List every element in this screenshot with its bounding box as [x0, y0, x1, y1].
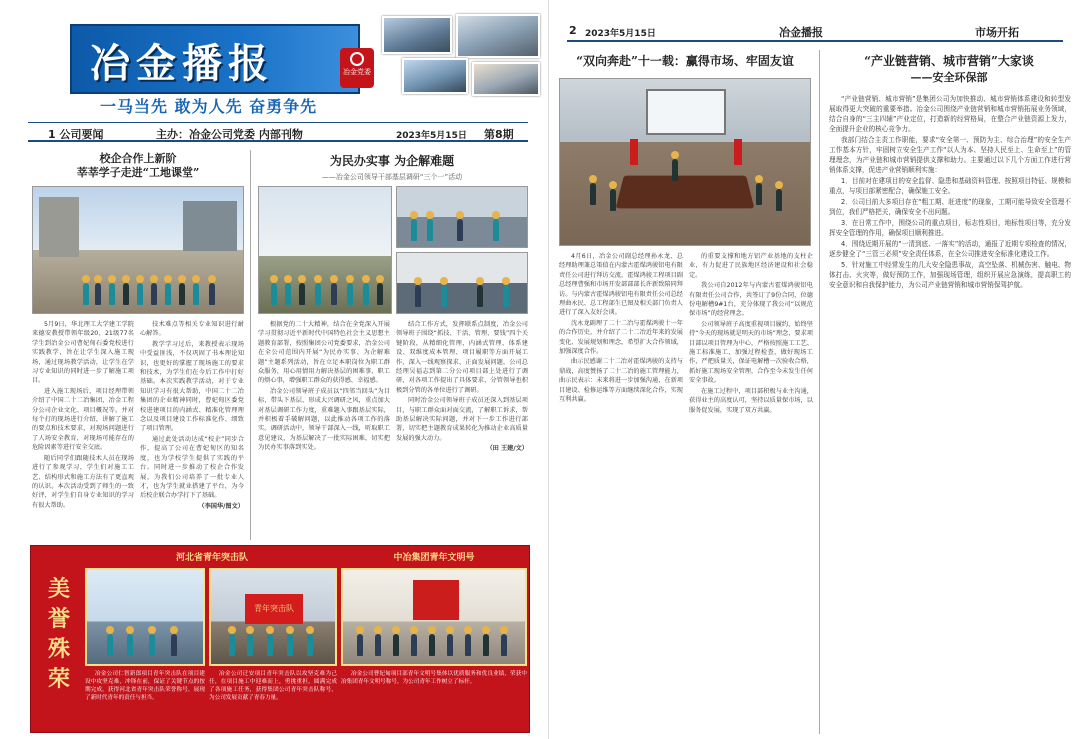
article2-title: 为民办实事 为企解难题: [329, 154, 455, 168]
paragraph: 2．公司目前大多项目存在“粗工期、赶进度”的现象，工期可能导致安全管理不到位，我们严格把关，确保安全不出问题。: [829, 198, 1071, 216]
article2-subtitle: ——冶金公司领导干部基层调研“三个一”活动: [321, 173, 463, 181]
paragraph: 教学学习过后，来教授表示现场中受益匪浅，不仅巩固了书本理论知识，也更好的掌握了现场施工的要求和技术，为学生们在今后工作中打好基础。本次实践教学活动，对于专业知识学习有很大帮助，中国二十二冶集团的企业精神同时，曹妃甸区委党校进建项目的内涵式、精准化管理理念以及项目建设工作标准化作、细致了项目管理。: [140, 340, 244, 433]
paragraph: 冶金公司曹妃甸项目部青年文明号集体以优质服务和优良业绩，荣获中冶集团青年文明号称号，为公司青年工作树立了标杆。: [341, 671, 527, 685]
paragraph: 4．围绕近期开展的“一清到底、一落实”的活动，通报了近期专项检查的情况，逐步健全了“三管三必须”安全责任体系，在全公司推进安全标准化建设工作。: [829, 240, 1071, 258]
page2-section: 市场开拓: [975, 26, 1019, 39]
seal-text: 冶金党委: [343, 68, 371, 76]
paragraph: 的重要支撑和地方铝产业基地的支柱企业，有力促进了民族地区经济建设和社会稳定。: [689, 253, 813, 279]
issue-info-bar: [28, 122, 528, 142]
paragraph: 进入施工现场后，项目经理带领介绍了中国二十二冶集团，冶金工程分公司企业文化、项目概况等。并对每个打的现场进行介绍，讲解了施工的要点和技术要求，对现场问题进行了人场安全教育，对现场可能存在的危险因素等进行安全交底。: [32, 387, 134, 452]
page-label: 1 公司要闻: [48, 128, 104, 141]
youth-team-flag: 青年突击队: [245, 594, 303, 624]
header-photo: [402, 58, 468, 94]
paragraph: 3．在日常工作中，围绕公司的重点项目，标志性项目，地标性项目等，充分发挥安全管理的作用，确保项目顺利推进。: [829, 219, 1071, 237]
honor-section: [30, 545, 530, 733]
paragraph: 公司领导班子高度重视项目履约，始终坚持“今天的现场就是明天的市场”理念，要求项目部以项目管理为中心，严格按照施工工艺、施工标准施工，加强过程检查，做好现场工作，严把质量关，保证电解槽一次验收合格，抓好施工现场安全管理，合作至今未发生任何安全事故。: [689, 320, 813, 385]
article2-column-1: [258, 320, 390, 538]
paragraph: 通过此处活动达成“校企”同步合作，提高了公司在曹妃甸区的知名度，也为学校学生提供了实践的平台。同时进一步推动了校企合作发展，为我们公司培养了一批专业人才，也为学生就业搭建了平台，为今后校企联合办学打下了基础。: [140, 435, 244, 500]
seal-emblem-icon: [350, 52, 364, 66]
issue-date: 2023年5月15日: [396, 131, 467, 141]
award-banner-icon: [413, 580, 459, 620]
paragraph: 1．目前对在建项目的安全监督、隐患和基础资料管理、按照项目特征、规模和重点，与项目部紧密配合，确保施工安全。: [829, 177, 1071, 195]
header-photo-collage: [382, 14, 542, 98]
meeting-table: [616, 176, 755, 209]
article3-column-1: [559, 252, 683, 734]
page2-header: [567, 22, 1063, 42]
article4-title: [827, 52, 1071, 85]
sponsor-label: 主办：冶金公司党委 内部刊物: [156, 128, 303, 141]
newspaper-page-2: [548, 0, 1080, 739]
paragraph: 沈永龙副理了二十二冶与霍煤鸿骏十一年的合作历史，并介绍了二十二冶近年来的发展变化、发展规划和理念，希望扩大合作领域，加强深度合作。: [559, 319, 683, 356]
article4-title-line2: ——安全环保部: [910, 71, 988, 84]
paragraph: 我部门结合主责工作职能，要求“安全第一、预防为主、综合治理”的安全生产工作基本方针，牢固树立安全生产工作“以人为本、坚持人民至上、生命至上”的管理理念，为产业链和城市营销提供支撑和助力。主要通过以下几个方面工作进行营销体系支撑，促进产业营销顺利实施：: [829, 136, 1071, 174]
article2-byline: （田 王建/文）: [486, 445, 528, 453]
honor-banner-1: 河北省青年突击队: [175, 553, 248, 563]
page2-masthead-small: 冶金播报: [779, 26, 823, 39]
article1-column-1: [32, 320, 134, 538]
party-seal-logo: [340, 48, 374, 88]
paragraph: 冶金公司迁安项目青年突击队以攻坚克难为己任，在项目施工中迎难而上，勇挑重担，圆满完成了各项施工任务，获得集团公司青年突击队称号，为公司发展贡献了青春力量。: [209, 671, 337, 701]
header-photo: [472, 62, 540, 96]
masthead-slogan: 一马当先 敢为人先 奋勇争先: [100, 97, 318, 116]
article2-column-2: [396, 320, 528, 538]
paragraph: 冶金公司仁智新郎项目青年突击队在项目建设中攻坚克难，冲锋在前，保证了关键节点的按期完成，获得河北省青年突击队荣誉称号，展现了新时代青年的责任与担当。: [85, 671, 205, 701]
article1-title-line1: 校企合作上新阶: [99, 152, 177, 165]
honor-photo-2: [209, 568, 337, 666]
honor-text-1: [85, 670, 205, 730]
paragraph: 曲示民感谢二十二冶对霍煤鸿骏的支持与鼎战，高度赞扬了二十二冶的施工管理能力，曲示民表示：未来将进一步加强沟通，在新项目建设、检修运维等方面继续深化合作，实现互利共赢。: [559, 358, 683, 404]
header-photo: [456, 14, 540, 58]
article3-column-2: [689, 252, 813, 734]
column-divider: [819, 50, 820, 734]
paragraph: “产业链营销、城市营销”是集团公司为加快推动、城市营销体系建设和转型发展取得更大突破的重要举措。冶金公司围绕产业链营销和城市营销拓展业务领域，结合自身的“三主四辅”产业定位，打造新的经营格局，在整合产业链资源上发力，全面提升企业的核心竞争力。: [829, 95, 1071, 133]
article2-photo-2: [396, 186, 528, 248]
paragraph: 根据党的二十大精神，结合在全党深入开展学习贯彻习近平新时代中国特色社会主义思想主题教育部署，按照集团公司党委要求，冶金公司在全公司范围内开展“为民办实事、为企解难题”主题系列活动，旨在立足本职岗位为职工群众服务，用心用情用力解决基层的困难事、职工的烦心事，增强职工群众的获得感、幸福感。: [258, 321, 390, 385]
honor-text-3: [341, 670, 527, 730]
article4-body: [829, 94, 1071, 734]
article1-title-line2: 莘莘学子走进“工地课堂”: [76, 166, 200, 179]
issue-number: 第8期: [484, 128, 514, 141]
paragraph: 随后同学们跟随技术人员在现场进行了参观学习，学生们对施工工艺、结构形式和施工方法有了更直观的认识。本次活动受到了师生的一致好评，对学生们自身专业知识的学习有很大帮助。: [32, 454, 134, 509]
article2-photo-3: [396, 252, 528, 314]
paragraph: 冶金公司领导班子成员以“四邻当回头”为目标，带头下基层、形成大兴调研之风，重点加大对基层调研工作力度，重难题入事跟基层实际，并积极着手破解问题，以此推动各项工作的落实。调研活动中，领导干部深入一线，听取职工意见建议，为基层解决了一批实际困难，切实把为民办实事落到实处。: [258, 387, 390, 452]
paragraph: 5．针对施工中经常发生的几大安全隐患事故，高空坠落、机械伤害、触电、物体打击、火灾等，做好预防工作，加强现场管理，组织开展应急演练，提高职工的安全意识和自我保护能力，为公司产业链营销和城市营销保驾护航。: [829, 261, 1071, 289]
column-divider: [250, 150, 251, 540]
meeting-screen: [646, 89, 726, 135]
masthead-banner: [70, 24, 360, 94]
honor-banner-2: 中冶集团青年文明号: [393, 553, 475, 563]
paragraph: 我公司自2012年与内蒙古霍煤鸿骏铝电有限责任公司合作，共签订了9份合同，位德份电解槽9#1台，充分体现了我公司“以规范保市场”的经营理念。: [689, 282, 813, 318]
page2-number: 2: [569, 24, 577, 37]
paragraph: 在施工过程中，项目部积极与业主沟通，获得业主的高度认可，坚持以质量保市场，以服务促发展，实现了双方共赢。: [689, 387, 813, 414]
paragraph: 4月6日，冶金公司副总经理孙永龙、总经理助理兼总策值在内蒙古霍煤鸿骏铝电有限责任公司进行拜访交流，霍煤鸿骏工程项目副总经理曹强和市场开发部部部长许新致陪同拜访。与内蒙古霍煤鸿骏铝电有限责任公司总经理曲永民、总工程部生已图及相关部门负责人进行了深入友好会谈。: [559, 253, 683, 317]
paragraph: 同时冶金公司领导班子成员还深入到基层项目，与职工群众面对面交流，了解职工诉求，帮助基层解决实际问题，并对下一步工作进行部署，切实把主题教育成果转化为推动企业高质量发展的强大动力。: [396, 397, 528, 442]
masthead-title: 冶金播报: [90, 40, 274, 87]
article1-title: [32, 152, 244, 180]
paragraph: 5月9日，华北理工大学建工学院来德安教授带领年级20、21级77名学生到冶金公司曹妃甸石委党校进行实践教学，旨在让学生深入施工现场，通过现场教学活动，让学生在学习专业知识的同时进一步了解施工项目。: [32, 321, 134, 385]
article4-title-line1: “产业链营销、城市营销”大家谈: [864, 54, 1034, 68]
honor-vertical-title: 美誉殊荣: [47, 576, 70, 692]
honor-photo-1: [85, 568, 205, 666]
page2-date: 2023年5月15日: [585, 29, 656, 39]
article2-photo-1: [258, 186, 392, 314]
article1-byline: （李国华/图文）: [198, 502, 244, 510]
paragraph: 结合工作方式，发挥联系点制度，冶金公司领导班子围绕“抓技、干活、管理、要钱”四个关键阶段，从精细化管理、内涵式管理、体系建设、双维度成本管理、项目履职等方面开展工作，深入一线观察探求、正面发展问题，公司总经理吴福志到第二分公司项目部上处进行了调研，对各项工作提出了具体要求，分管领导也积极到分管的各单位进行了调研。: [396, 321, 528, 394]
honor-photo-3: [341, 568, 527, 666]
header-photo: [382, 16, 452, 54]
article1-column-2: [140, 320, 244, 538]
article3-meeting-photo: [559, 78, 811, 246]
paragraph: 技术难点等相关专业知识进行耐心解答。: [140, 321, 244, 338]
article1-photo: [32, 186, 244, 314]
honor-text-2: [209, 670, 337, 730]
article3-title: “双向奔赴”十一载：赢得市场、牢固友谊: [576, 54, 794, 68]
